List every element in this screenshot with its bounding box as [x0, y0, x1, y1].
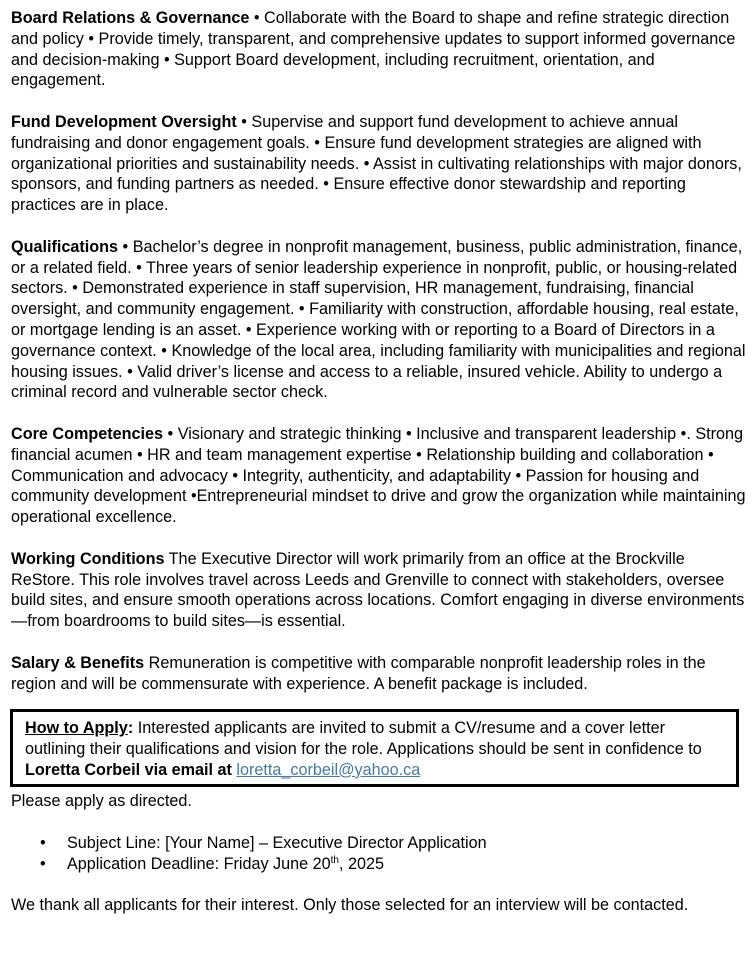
section-core-competencies — [11, 424, 748, 528]
section-heading: Board Relations & Governance — [11, 9, 250, 27]
how-to-apply-heading: How to Apply — [25, 719, 128, 738]
list-item-deadline — [40, 854, 748, 875]
application-details-list — [11, 833, 748, 875]
section-fund-development — [11, 112, 748, 216]
deadline-text: Application Deadline: Friday June 20 — [67, 854, 331, 873]
how-to-apply-colon: : — [127, 719, 134, 738]
section-body: • Collaborate with the Board to shape and refine strategic direction and policy • Provide timely, transparent, and comprehensive updates to support informed governance and decision-making • Support Board development, including recruitment, orientation, and engagement. — [11, 9, 736, 90]
section-heading: Working Conditions — [11, 549, 165, 568]
section-body: • Supervise and support fund development to achieve annual fundraising and donor engagement goals. • Ensure fund development strategies are aligned with organizational priorities and sustainability needs. • Assist in cultivating relationships with major donors, sponsors, and funding partners as needed. • Ensure effective donor stewardship and reporting practices are in place. — [11, 112, 742, 215]
subject-line-text: Subject Line: [Your Name] – Executive Director Application — [67, 834, 487, 853]
apply-directed-note: Please apply as directed. — [11, 792, 192, 811]
closing-note: We thank all applicants for their interest. Only those selected for an interview will be contacted. — [11, 896, 689, 915]
section-board-relations — [11, 8, 748, 91]
bullet-icon: • — [40, 834, 46, 853]
deadline-year: , 2025 — [339, 854, 385, 873]
section-body: Remuneration is competitive with comparable nonprofit leadership roles in the region and will be commensurate with experience. A benefit package is included. — [11, 653, 706, 693]
section-body: • Bachelor’s degree in nonprofit management, business, public administration, finance, or a related field. • Three years of senior leadership experience in nonprofit, public, or housing-related sectors. • Demonstrated experience in staff supervision, HR management, fundraising, financial oversight, and community engagement. • Familiarity with construction, affordable housing, real estate, or mortgage lending is an asset. • Experience working with or reporting to a Board of Directors in a governance context. • Knowledge of the local area, including familiarity with municipalities and regional housing issues. • Valid driver’s license and access to a reliable, insured vehicle. Ability to undergo a criminal record and vulnerable sector check. — [11, 237, 746, 402]
bullet-icon: • — [40, 854, 46, 873]
section-heading: Core Competencies — [11, 424, 164, 443]
section-qualifications — [11, 237, 748, 403]
contact-name: Loretta Corbeil via email at — [25, 760, 232, 779]
email-link[interactable]: loretta_corbeil@yahoo.ca — [236, 760, 421, 779]
how-to-apply-box — [10, 709, 739, 787]
section-body: The Executive Director will work primarily from an office at the Brockville ReStore. This role involves travel across Leeds and Grenville to connect with stakeholders, oversee build sites, and ensure smooth operations across locations. Comfort engaging in diverse environments—from boardrooms to build sites—is essential. — [11, 549, 745, 631]
section-heading: Fund Development Oversight — [11, 112, 237, 131]
section-heading: Salary & Benefits — [11, 653, 145, 672]
section-heading: Qualifications — [11, 237, 119, 256]
how-to-apply-body: Interested applicants are invited to submit a CV/resume and a cover letter outlining their qualifications and vision for the role. Applications should be sent in confidence to — [25, 719, 702, 758]
list-item-subject-line — [40, 833, 748, 854]
section-salary-benefits — [11, 653, 748, 695]
section-body: • Visionary and strategic thinking • Inclusive and transparent leadership •. Strong financial acumen • HR and team management expertise • Relationship building and collaboration • Communication and advocacy • Integrity, authenticity, and adaptability • Passion for housing and community development •Entrepreneurial mindset to drive and grow the organization while maintaining operational excellence. — [11, 424, 746, 527]
section-working-conditions — [11, 549, 748, 632]
deadline-ordinal: th — [330, 854, 339, 866]
